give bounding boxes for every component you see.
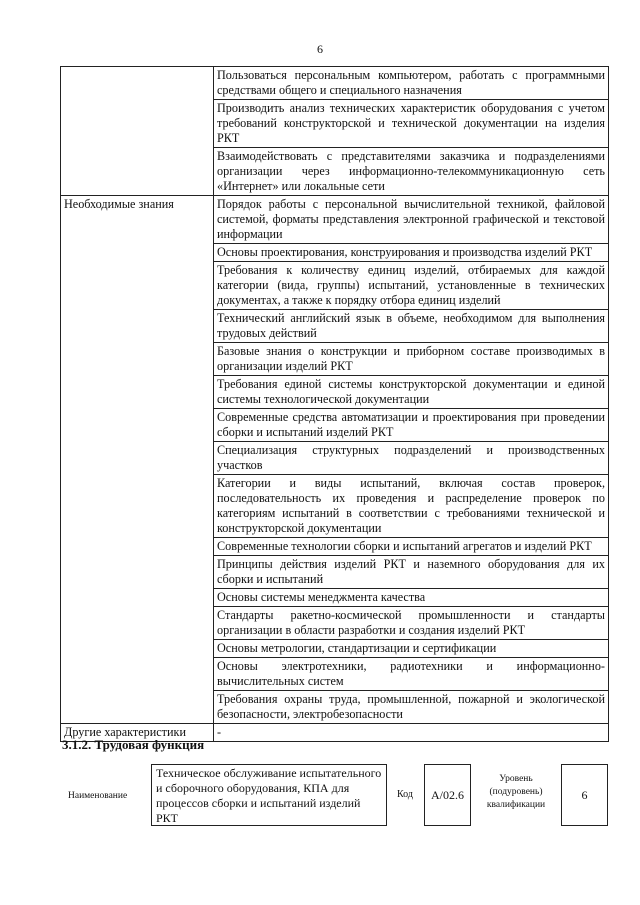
row-label xyxy=(61,67,214,196)
row-item: Современные технологии сборки и испытаний агрегатов и изделий РКТ xyxy=(214,538,609,556)
row-item: Пользоваться персональным компьютером, работать с программными средствами общего и специального назначения xyxy=(214,67,609,100)
row-item: Основы электротехники, радиотехники и информационно-вычислительных систем xyxy=(214,658,609,691)
row-item: Основы метрологии, стандартизации и сертификации xyxy=(214,640,609,658)
row-item: Технический английский язык в объеме, необходимом для выполнения трудовых действий xyxy=(214,310,609,343)
table-row xyxy=(61,67,609,100)
row-item: Стандарты ракетно-космической промышленности и стандарты организации в области разработки и создания изделий РКТ xyxy=(214,607,609,640)
level-value: 6 xyxy=(561,764,608,826)
name-label: Наименование xyxy=(68,791,128,801)
row-item: Требования единой системы конструкторской документации и единой системы технологической документации xyxy=(214,376,609,409)
code-label: Код xyxy=(397,789,413,800)
page-number: 6 xyxy=(317,42,323,56)
level-label: Уровень (подуровень) квалификации xyxy=(486,774,546,810)
row-item: Порядок работы с персональной вычислительной техникой, файловой системой, форматы представления электронной графической и текстовой информации xyxy=(214,196,609,244)
row-item: Принципы действия изделий РКТ и наземного оборудования для их сборки и испытаний xyxy=(214,556,609,589)
row-item: - xyxy=(214,724,609,742)
row-item: Специализация структурных подразделений и производственных участков xyxy=(214,442,609,475)
code-value: А/02.6 xyxy=(424,764,471,826)
row-item: Современные средства автоматизации и проектирования при проведении сборки и испытаний изделий РКТ xyxy=(214,409,609,442)
row-item: Категории и виды испытаний, включая состав проверок, последовательность их проведения и распределение проверок по категориям испытаний в соответствии с требованиями технической и конструкторской документации xyxy=(214,475,609,538)
row-label: Другие характеристики xyxy=(61,724,214,742)
row-item: Основы системы менеджмента качества xyxy=(214,589,609,607)
row-item: Производить анализ технических характеристик оборудования с учетом требований конструкторской и технической документации на изделия РКТ xyxy=(214,100,609,148)
row-item: Основы проектирования, конструирования и производства изделий РКТ xyxy=(214,244,609,262)
row-item: Требования к количеству единиц изделий, отбираемых для каждой категории (вида, группы) испытаний, установленные в технических документах, а также к порядку отбора единиц изделий xyxy=(214,262,609,310)
row-label: Необходимые знания xyxy=(61,196,214,724)
competency-table xyxy=(60,66,609,742)
section-title: 3.1.2. Трудовая функция xyxy=(62,737,205,752)
row-item: Требования охраны труда, промышленной, пожарной и экологической безопасности, электробезопасности xyxy=(214,691,609,724)
name-value: Техническое обслуживание испытательного и сборочного оборудования, КПА для процессов сборки и испытаний изделий РКТ xyxy=(151,764,387,826)
table-row xyxy=(61,196,609,244)
row-item: Базовые знания о конструкции и приборном составе производимых в организации изделий РКТ xyxy=(214,343,609,376)
row-item: Взаимодействовать с представителями заказчика и подразделениями организации через информационно-телекоммуникационную сеть «Интернет» или локальные сети xyxy=(214,148,609,196)
